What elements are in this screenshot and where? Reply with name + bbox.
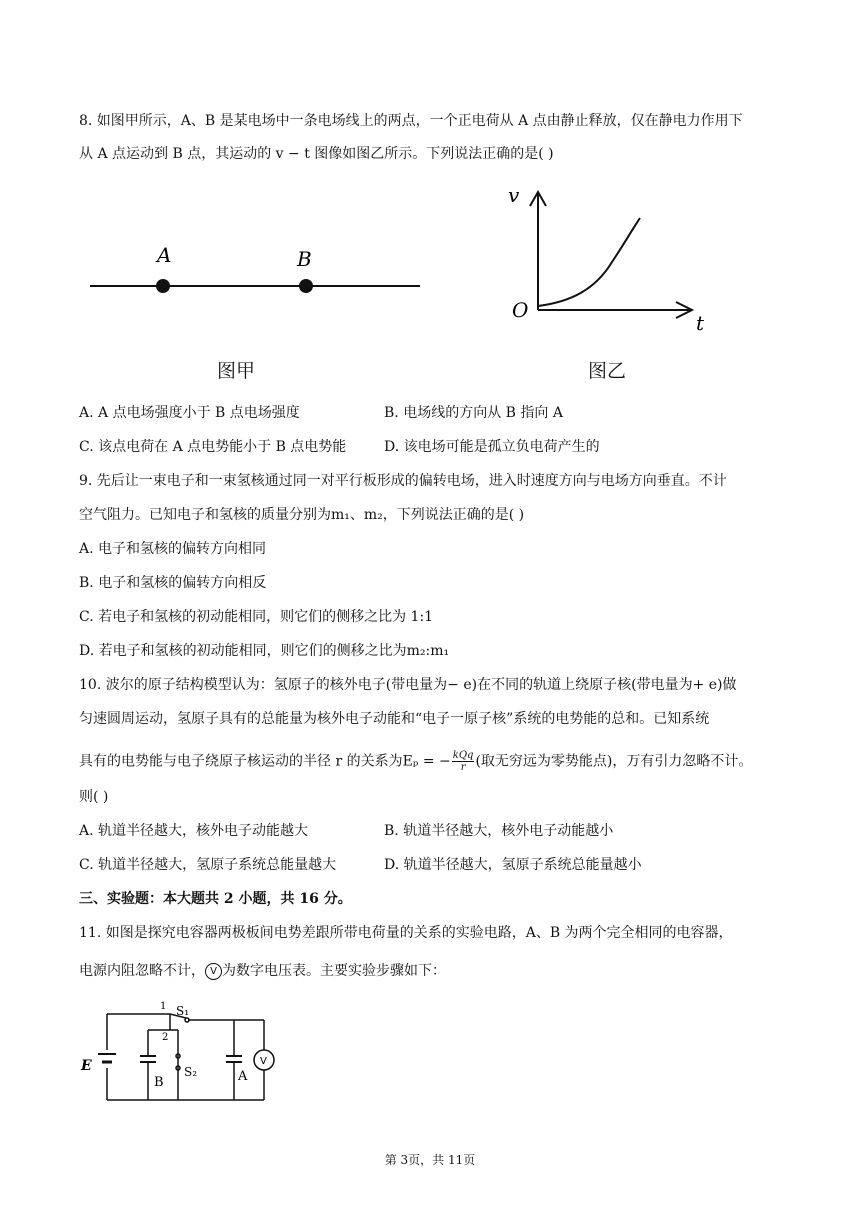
section-3-heading: 三、实验题：本大题共 2 小题，共 16 分。 — [79, 891, 352, 907]
figure-yi-vt-graph — [500, 180, 720, 340]
q8-option-c: C. 该点电荷在 A 点电势能小于 B 点电势能 — [79, 439, 347, 455]
q9-option-c: C. 若电子和氢核的初动能相同，则它们的侧移之比为 1:1 — [79, 609, 434, 625]
q10-option-d: D. 轨道半径越大，氢原子系统总能量越小 — [384, 857, 642, 873]
q10-line-4: 则( ) — [79, 789, 109, 805]
q9-option-b: B. 电子和氢核的偏转方向相反 — [79, 575, 267, 591]
label-b: B — [154, 1075, 164, 1090]
q10-option-c: C. 轨道半径越大，氢原子系统总能量越大 — [79, 857, 337, 873]
label-v: V — [260, 1056, 267, 1067]
q8-line-2: 从 A 点运动到 B 点，其运动的 v − t 图像如图乙所示。下列说法正确的是( ) — [79, 146, 554, 162]
point-a — [156, 279, 170, 293]
q8-option-a: A. A 点电场强度小于 B 点电场强度 — [79, 405, 300, 421]
axis-label-v: v — [508, 183, 520, 207]
label-1: 1 — [160, 1001, 167, 1012]
circuit-diagram — [78, 996, 278, 1106]
q8-option-d: D. 该电场可能是孤立负电荷产生的 — [384, 439, 600, 455]
label-a: A — [238, 1069, 248, 1084]
q10-line-2: 匀速圆周运动，氢原子具有的总能量为核外电子动能和“电子一原子核”系统的电势能的总和。已知系统 — [79, 711, 710, 727]
vt-curve — [538, 218, 640, 306]
fraction-denominator: r — [460, 762, 466, 773]
label-s1: S₁ — [176, 1004, 190, 1018]
q9-line-1: 9. 先后让一束电子和一束氢核通过同一对平行板形成的偏转电场，进入时速度方向与电场方向垂直。不计 — [79, 473, 727, 489]
q10-option-b: B. 轨道半径越大，核外电子动能越小 — [384, 823, 614, 839]
q10-line-3 — [79, 750, 752, 773]
origin-label: O — [512, 298, 529, 322]
point-b — [299, 279, 313, 293]
q9-option-d: D. 若电子和氢核的初动能相同，则它们的侧移之比为m₂:m₁ — [79, 643, 450, 659]
q10-option-a: A. 轨道半径越大，核外电子动能越大 — [79, 823, 309, 839]
label-e: E — [81, 1058, 92, 1074]
q9-line-2: 空气阻力。已知电子和氢核的质量分别为m₁、m₂，下列说法正确的是( ) — [79, 507, 525, 523]
caption-jia: 图甲 — [217, 360, 256, 382]
label-s2: S₂ — [184, 1065, 198, 1079]
q11-line-1: 11. 如图是探究电容器两极板间电势差跟所带电荷量的关系的实验电路，A、B 为两个完全相同的电容器， — [79, 925, 733, 941]
energy-fraction — [452, 750, 475, 773]
label-2: 2 — [162, 1032, 169, 1043]
voltmeter-icon: V — [205, 963, 222, 980]
figure-jia — [85, 240, 425, 300]
label-a: A — [157, 243, 172, 267]
q11-line-2-start: 电源内阻忽略不计， — [79, 963, 205, 979]
caption-yi: 图乙 — [588, 360, 627, 382]
label-b: B — [297, 247, 312, 271]
axis-label-t: t — [696, 311, 705, 335]
q8-line-1: 8. 如图甲所示，A、B 是某电场中一条电场线上的两点，一个正电荷从 A 点由静止释放，仅在静电力作用下 — [79, 113, 743, 129]
q10-line-3-end: (取无穷远为零势能点)，万有引力忽略不计。 — [475, 753, 753, 770]
page-footer: 第 3页，共 11页 — [384, 1153, 476, 1167]
fraction-numerator: kQq — [452, 750, 474, 761]
q10-line-1: 10. 波尔的原子结构模型认为：氢原子的核外电子(带电量为− e)在不同的轨道上绕原子核(带电量为+ e)做 — [79, 677, 737, 693]
q10-line-3-start: 具有的电势能与电子绕原子核运动的半径 r 的关系为Eₚ = − — [79, 753, 451, 770]
q11-line-2 — [79, 961, 446, 981]
q11-line-2-end: 为数字电压表。主要实验步骤如下： — [222, 963, 446, 979]
q9-option-a: A. 电子和氢核的偏转方向相同 — [79, 541, 267, 557]
q8-option-b: B. 电场线的方向从 B 指向 A — [384, 405, 563, 421]
